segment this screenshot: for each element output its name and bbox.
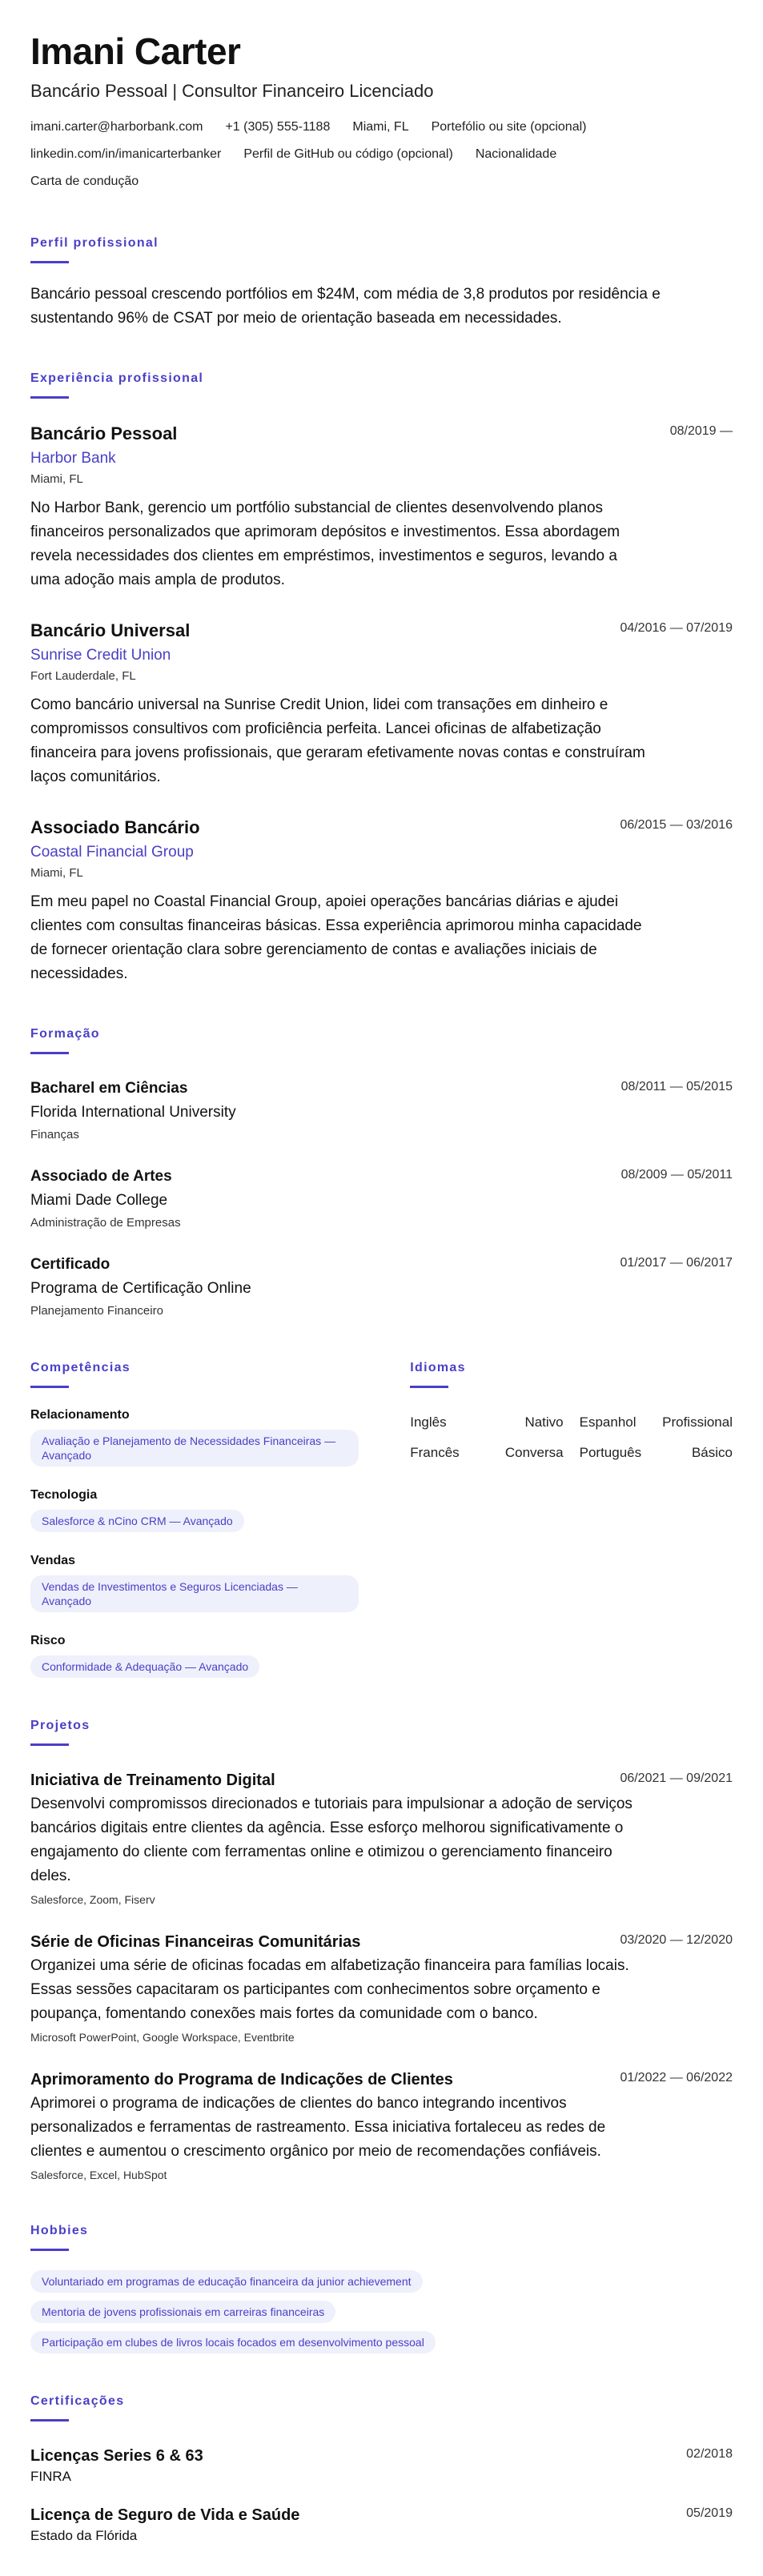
project-entry xyxy=(30,2069,733,2183)
project-title: Série de Oficinas Financeiras Comunitárias xyxy=(30,1933,361,1951)
project-description: Desenvolvi compromissos direcionados e tutoriais para impulsionar a adoção de serviços bancários digitais entre clientes da agência. Esse esforço melhorou significativamente o engajamento do cliente com ferramentas online e otimizou o gerenciamento financeiro deles. xyxy=(30,1796,632,1884)
job-location: Miami, FL xyxy=(30,866,83,880)
language-list xyxy=(410,1407,733,1468)
project-tools: Microsoft PowerPoint, Google Workspace, Eventbrite xyxy=(30,2031,295,2044)
certification-name: Licença de Seguro de Vida e Saúde xyxy=(30,2506,300,2524)
section-title: Hobbies xyxy=(30,2224,89,2237)
candidate-headline: Bancário Pessoal | Consultor Financeiro Licenciado xyxy=(30,81,434,101)
degree: Bacharel em Ciências xyxy=(30,1080,188,1097)
job-title: Associado Bancário xyxy=(30,817,200,837)
entry-date: 03/2020 — 12/2020 xyxy=(620,1933,733,1947)
certification-entry xyxy=(30,2505,733,2545)
field-of-study: Administração de Empresas xyxy=(30,1216,181,1230)
project-tools: Salesforce, Excel, HubSpot xyxy=(30,2169,167,2181)
hobby-list xyxy=(30,2270,733,2353)
certifications-section xyxy=(30,2393,733,2545)
experience-entry xyxy=(30,817,733,986)
skill-group xyxy=(30,1407,378,1467)
language-level: Básico xyxy=(691,1445,733,1460)
certification-entry xyxy=(30,2446,733,2486)
field-of-study: Finanças xyxy=(30,1128,79,1142)
project-description: Organizei uma série de oficinas focadas em alfabetização financeira para famílias locais. Essas sessões capacitaram os participantes com conhecimentos sobre orçamento e poupança, fomentando conexões mais fortes da comunidade com o banco. xyxy=(30,1957,629,2022)
job-description: Em meu papel no Coastal Financial Group, apoiei operações bancárias diárias e ajudei clientes com consultas financeiras básicas. Essa experiência aprimorou minha capacidade de fornecer orientação clara sobre gerenciamento de contas e avaliações iniciais de necessidades. xyxy=(30,893,642,982)
contact-linkedin[interactable]: linkedin.com/in/imanicarterbanker xyxy=(30,147,222,161)
job-description: No Harbor Bank, gerencio um portfólio substancial de clientes desenvolvendo planos financeiros personalizados que aprimoram depósitos e investimentos. Essa abordagem revela necessidades dos clientes em empréstimos, investimentos e seguros, levando a uma adoção mais ampla de produtos. xyxy=(30,500,620,588)
entry-date: 06/2015 — 03/2016 xyxy=(620,818,733,832)
entry-date: 08/2009 — 05/2011 xyxy=(620,1168,733,1182)
entry-date: 08/2011 — 05/2015 xyxy=(620,1080,733,1093)
skill-category: Vendas xyxy=(30,1554,76,1567)
entry-date: 02/2018 xyxy=(686,2447,733,2461)
school-name: Programa de Certificação Online xyxy=(30,1280,251,1297)
entry-date: 01/2017 — 06/2017 xyxy=(620,1256,733,1270)
job-title: Bancário Pessoal xyxy=(30,423,178,443)
degree: Associado de Artes xyxy=(30,1168,172,1185)
experience-entry xyxy=(30,423,733,592)
skill-category: Relacionamento xyxy=(30,1408,130,1422)
entry-date: 01/2022 — 06/2022 xyxy=(620,2071,733,2084)
entry-date: 08/2019 — xyxy=(669,424,733,438)
experience-section xyxy=(30,371,733,986)
skill-tag: Avaliação e Planejamento de Necessidades Financeiras — Avançado xyxy=(30,1430,359,1467)
skill-category: Risco xyxy=(30,1634,66,1647)
contact-location: Miami, FL xyxy=(352,120,409,134)
profile-section xyxy=(30,235,733,331)
section-divider xyxy=(30,2249,69,2251)
language-name: Espanhol xyxy=(579,1414,637,1430)
project-entry xyxy=(30,1932,733,2045)
language-level: Profissional xyxy=(662,1414,733,1430)
section-title: Formação xyxy=(30,1027,100,1041)
entry-date: 05/2019 xyxy=(686,2506,733,2520)
projects-section xyxy=(30,1718,733,2183)
contact-github[interactable]: Perfil de GitHub ou código (opcional) xyxy=(243,147,453,161)
education-section xyxy=(30,1026,733,1320)
contact-list xyxy=(30,114,671,195)
skill-category: Tecnologia xyxy=(30,1488,98,1502)
degree: Certificado xyxy=(30,1256,110,1273)
job-description: Como bancário universal na Sunrise Credit Union, lidei com transações em dinheiro e compromissos consultivos com proficiência perfeita. Lancei oficinas de alfabetização financeira para jovens profissionais, que geraram efetivamente novas contas e construíram laços comunitários. xyxy=(30,696,645,785)
education-entry xyxy=(30,1166,733,1232)
section-divider xyxy=(30,261,69,263)
skill-group xyxy=(30,1487,378,1532)
section-divider xyxy=(30,1386,69,1388)
section-divider xyxy=(410,1386,448,1388)
section-title: Experiência profissional xyxy=(30,371,204,385)
project-title: Aprimoramento do Programa de Indicações de Clientes xyxy=(30,2071,453,2088)
education-entry xyxy=(30,1254,733,1320)
language-level: Conversa xyxy=(504,1445,564,1460)
entry-date: 04/2016 — 07/2019 xyxy=(620,621,733,635)
hobbies-section xyxy=(30,2223,733,2353)
education-entry xyxy=(30,1078,733,1144)
company-name: Sunrise Credit Union xyxy=(30,647,171,664)
hobby-tag: Voluntariado em programas de educação financeira da junior achievement xyxy=(30,2270,423,2293)
field-of-study: Planejamento Financeiro xyxy=(30,1304,163,1318)
section-divider xyxy=(30,1743,69,1746)
resume-header xyxy=(30,30,733,195)
project-title: Iniciativa de Treinamento Digital xyxy=(30,1772,275,1789)
language-name: Inglês xyxy=(410,1414,447,1430)
project-entry xyxy=(30,1770,733,1908)
school-name: Florida International University xyxy=(30,1104,236,1121)
skills-languages-row xyxy=(30,1360,733,1678)
contact-nationality: Nacionalidade xyxy=(475,147,557,161)
skill-group xyxy=(30,1633,378,1678)
school-name: Miami Dade College xyxy=(30,1192,168,1209)
contact-email[interactable]: imani.carter@harborbank.com xyxy=(30,120,203,134)
skill-tag: Salesforce & nCino CRM — Avançado xyxy=(30,1510,244,1532)
language-name: Francês xyxy=(410,1445,460,1460)
section-divider xyxy=(30,396,69,399)
section-title: Projetos xyxy=(30,1719,90,1732)
contact-driving-license: Carta de condução xyxy=(30,175,139,188)
hobby-tag: Participação em clubes de livros locais focados em desenvolvimento pessoal xyxy=(30,2331,436,2353)
profile-summary: Bancário pessoal crescendo portfólios em $24M, com média de 3,8 produtos por residência e sustentando 96% de CSAT por meio de orientação baseada em necessidades. xyxy=(30,286,661,327)
section-divider xyxy=(30,2419,69,2422)
candidate-name: Imani Carter xyxy=(30,30,241,72)
language-name: Português xyxy=(579,1445,642,1460)
section-title: Certificações xyxy=(30,2394,125,2408)
skills-section xyxy=(30,1360,378,1678)
project-tools: Salesforce, Zoom, Fiserv xyxy=(30,1893,155,1906)
hobby-tag: Mentoria de jovens profissionais em carreiras financeiras xyxy=(30,2301,335,2323)
entry-date: 06/2021 — 09/2021 xyxy=(620,1772,733,1785)
section-title: Idiomas xyxy=(410,1361,466,1374)
company-name: Harbor Bank xyxy=(30,450,116,467)
certification-name: Licenças Series 6 & 63 xyxy=(30,2447,203,2465)
language-item xyxy=(410,1438,563,1468)
project-description: Aprimorei o programa de indicações de clientes do banco integrando incentivos personalizados e ferramentas de rastreamento. Essa iniciativa fortaleceu as redes de clientes e aumentou o crescimento orgânico por meio de recomendações confiáveis. xyxy=(30,2095,606,2160)
contact-portfolio[interactable]: Portefólio ou site (opcional) xyxy=(431,120,587,134)
certification-issuer: Estado da Flórida xyxy=(30,2528,138,2543)
job-title: Bancário Universal xyxy=(30,620,191,640)
skill-group xyxy=(30,1553,378,1612)
section-title: Competências xyxy=(30,1361,131,1374)
language-item xyxy=(580,1438,733,1468)
certification-issuer: FINRA xyxy=(30,2469,71,2484)
language-item xyxy=(580,1407,733,1438)
skill-tag: Vendas de Investimentos e Seguros Licenciadas — Avançado xyxy=(30,1575,359,1612)
job-location: Fort Lauderdale, FL xyxy=(30,669,136,683)
contact-phone[interactable]: +1 (305) 555-1188 xyxy=(225,120,331,134)
languages-section xyxy=(410,1360,733,1678)
skill-tag: Conformidade & Adequação — Avançado xyxy=(30,1655,259,1678)
company-name: Coastal Financial Group xyxy=(30,844,194,861)
section-divider xyxy=(30,1052,69,1054)
section-title: Perfil profissional xyxy=(30,236,159,250)
job-location: Miami, FL xyxy=(30,472,83,486)
language-item xyxy=(410,1407,563,1438)
experience-entry xyxy=(30,620,733,789)
language-level: Nativo xyxy=(524,1414,564,1430)
